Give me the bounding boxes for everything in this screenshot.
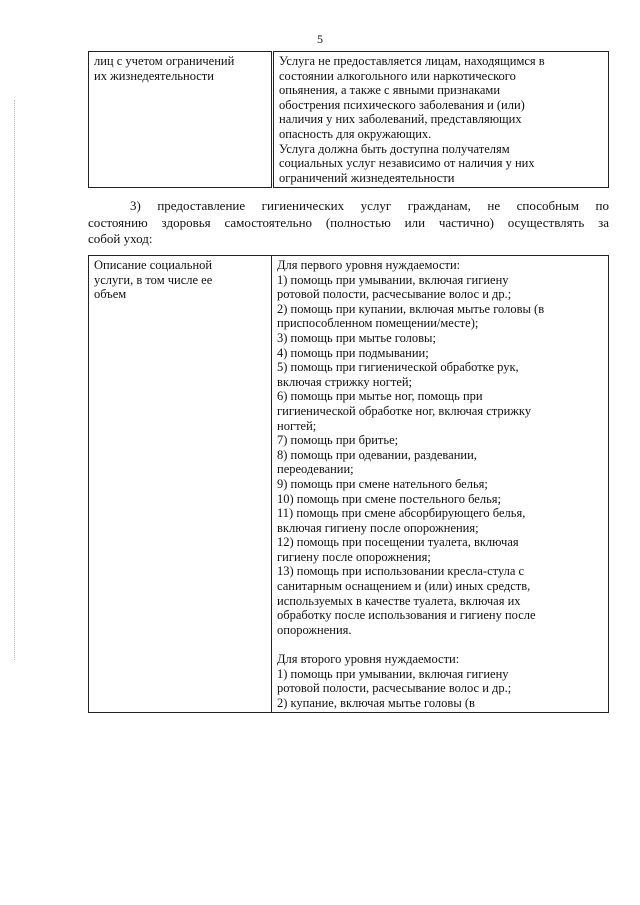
- text-line: 11) помощь при смене абсорбирующего белья,: [277, 506, 526, 521]
- text-line: Описание социальной: [94, 258, 213, 272]
- text-line: включая стрижку ногтей;: [277, 374, 413, 389]
- text-line: Для первого уровня нуждаемости:: [277, 258, 461, 272]
- conditions-left-cell: [89, 52, 273, 188]
- text-line: состоянию здоровья самостоятельно (полностью или частично) осуществлять за: [88, 214, 609, 230]
- text-line: собой уход:: [88, 231, 153, 246]
- text-line: 9) помощь при смене нательного белья;: [277, 476, 488, 491]
- text-line: опьянения, а также с явными признаками: [279, 83, 501, 98]
- text-line: Услуга не предоставляется лицам, находящимся в: [279, 54, 545, 68]
- service-description-right-cell: [272, 256, 609, 713]
- text-line: 4) помощь при подмывании;: [277, 345, 429, 360]
- page-number: 5: [317, 32, 323, 46]
- text-line: 3) помощь при мытье головы;: [277, 330, 436, 345]
- text-line: их жизнедеятельности: [94, 68, 214, 83]
- text-line: 8) помощь при одевании, раздевании,: [277, 447, 477, 462]
- text-line: Для второго уровня нуждаемости:: [277, 652, 460, 667]
- text-line: ограничений жизнедеятельности: [279, 170, 455, 185]
- text-line: 2) помощь при купании, включая мытье головы (в: [277, 301, 545, 316]
- service-description-left-cell: [89, 256, 272, 713]
- text-line: опасность для окружающих.: [279, 126, 432, 141]
- text-line: услуги, в том числе ее: [94, 272, 213, 287]
- text-line: 5) помощь при гигиенической обработке рук,: [277, 360, 519, 375]
- text-line: 3) предоставление гигиенических услуг гражданам, не способным по: [130, 198, 609, 213]
- service-description-table: [88, 255, 609, 713]
- text-line: опорожнения.: [277, 622, 352, 637]
- text-line: наличия у них заболеваний, представляющих: [279, 112, 522, 127]
- text-line: обострения психического заболевания и (или): [279, 97, 525, 112]
- text-line: состоянии алкогольного или наркотического: [279, 68, 516, 83]
- text-line: ротовой полости, расчесывание волос и др.;: [277, 681, 512, 696]
- text-line: 1) помощь при умывании, включая гигиену: [277, 272, 509, 287]
- text-line: лиц с учетом ограничений: [94, 54, 235, 68]
- text-line: гигиену после опорожнения;: [277, 549, 431, 564]
- text-line: приспособленном помещении/месте);: [277, 316, 479, 331]
- scan-margin-dots: [14, 100, 16, 660]
- text-line: 10) помощь при смене постельного белья;: [277, 491, 502, 506]
- text-line: включая гигиену после опорожнения;: [277, 520, 479, 535]
- conditions-table: [88, 51, 609, 188]
- table-row: [89, 256, 609, 713]
- text-line: объем: [94, 287, 127, 302]
- text-line: ногтей;: [277, 418, 317, 433]
- text-line: используемых в качестве туалета, включая их: [277, 593, 521, 608]
- text-line: 13) помощь при использовании кресла-стула с: [277, 564, 525, 579]
- blank-line: [277, 637, 603, 652]
- text-line: 6) помощь при мытье ног, помощь при: [277, 389, 483, 404]
- text-line: 12) помощь при посещении туалета, включая: [277, 535, 519, 550]
- text-line: переодевании;: [277, 462, 354, 477]
- text-line: социальных услуг независимо от наличия у них: [279, 156, 535, 171]
- hygiene-services-intro: [88, 198, 609, 248]
- text-line: 7) помощь при бритье;: [277, 433, 399, 448]
- text-line: 1) помощь при умывании, включая гигиену: [277, 666, 509, 681]
- conditions-right-cell: [273, 52, 609, 188]
- text-line: гигиенической обработке ног, включая стрижку: [277, 403, 532, 418]
- table-row: [89, 52, 609, 188]
- text-line: 2) купание, включая мытье головы (в: [277, 695, 475, 710]
- text-line: санитарным оснащением и (или) иных средств,: [277, 579, 531, 594]
- text-line: обработку после использования и гигиену после: [277, 608, 536, 623]
- text-line: Услуга должна быть доступна получателям: [279, 141, 510, 156]
- text-line: ротовой полости, расчесывание волос и др.;: [277, 287, 512, 302]
